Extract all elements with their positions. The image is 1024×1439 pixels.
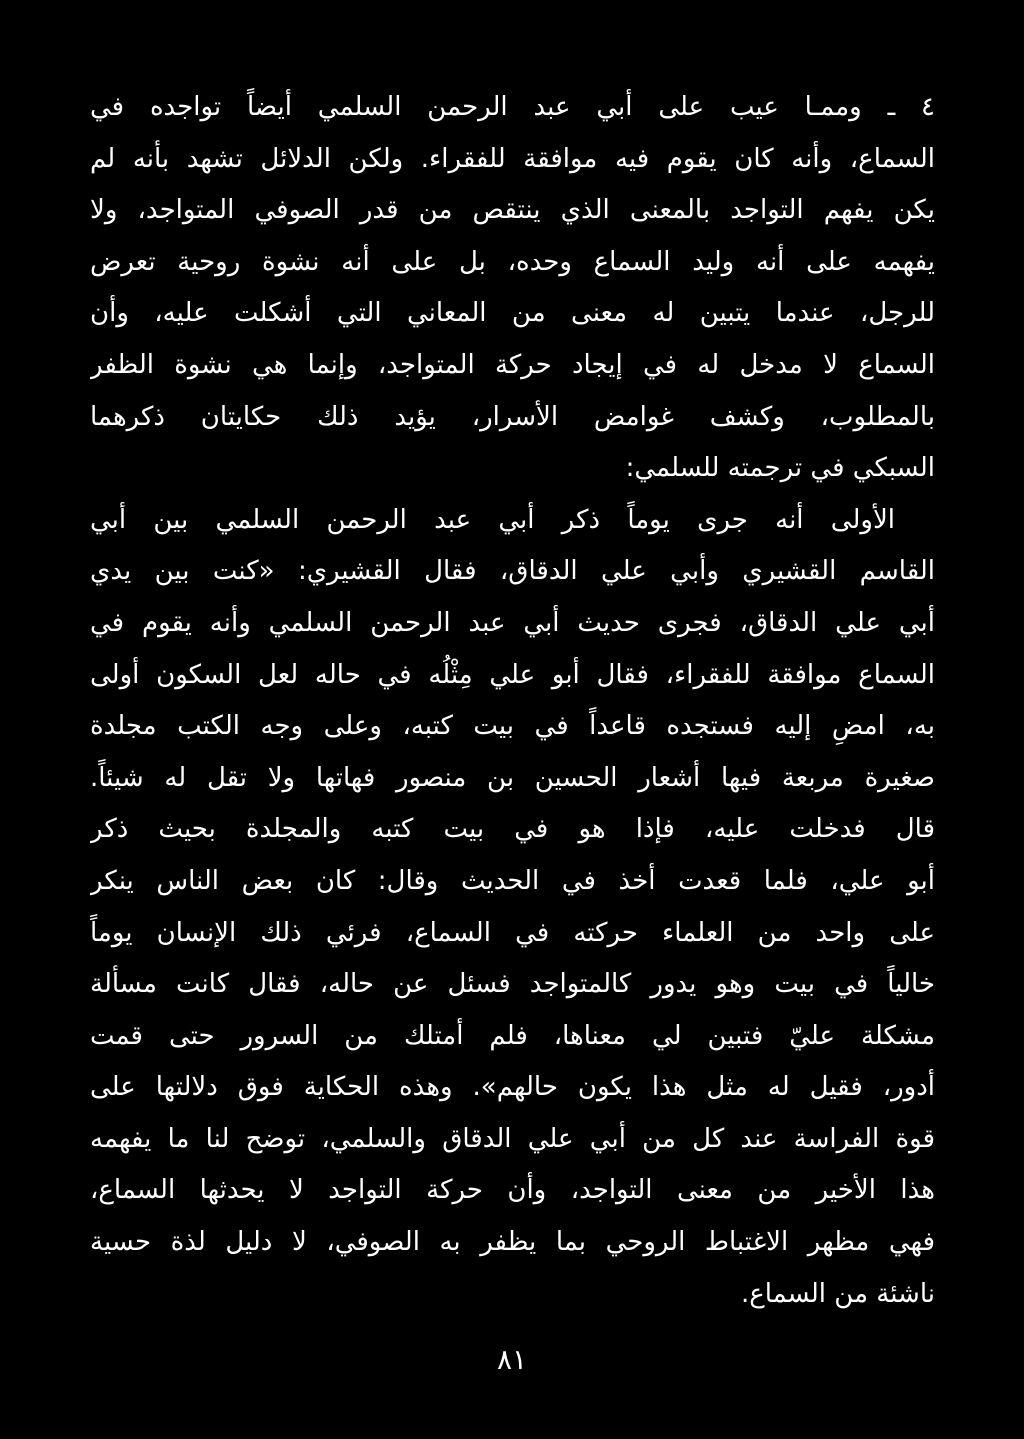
text-line: على واحد من العلماء حركته في السماع، فرئي ذلك الإنسان يوماً [90, 917, 935, 948]
text-line: يفهمه على أنه وليد السماع وحده، بل على أنه نشوة روحية تعرض [90, 246, 935, 277]
text-line: يكن يفهم التواجد بالمعنى الذي ينتقص من قدر الصوفي المتواجد، ولا [90, 195, 935, 226]
text-line: الأولى أنه جرى يوماً ذكر أبي عبد الرحمن السلمي بين أبي [90, 504, 895, 535]
text-line: أدور، فقيل له مثل هذا يكون حالهم». وهذه الحكاية فوق دلالتها على [90, 1072, 935, 1103]
text-line: مشكلة عليّ فتبين لي معناها، فلم أمتلك من السرور حتى قمت [90, 1020, 935, 1051]
text-line: القاسم القشيري وأبي علي الدقاق، فقال القشيري: «كنت بين يدي [90, 556, 935, 587]
text-line: السماع لا مدخل له في إيجاد حركة المتواجد، وإنما هي نشوة الظفر [90, 349, 935, 380]
page-number: ٨١ [496, 1343, 528, 1376]
text-line: السماع، وأنه كان يقوم فيه موافقة للفقراء. ولكن الدلائل تشهد بأنه لم [90, 143, 935, 174]
text-line: ناشئة من السماع. [740, 1278, 935, 1309]
text-line: هذا الأخير من معنى التواجد، وأن حركة التواجد لا يحدثها السماع، [90, 1175, 935, 1206]
text-line: قوة الفراسة عند كل من أبي علي الدقاق والسلمي، توضح لنا ما يفهمه [90, 1123, 935, 1154]
text-line: صغيرة مربعة فيها أشعار الحسين بن منصور فهاتها ولا تقل له شيئاً. [90, 762, 935, 793]
text-line: قال فدخلت عليه، فإذا هو في بيت كتبه والمجلدة بحيث ذكر [90, 814, 935, 845]
text-line: أبو علي، فلما قعدت أخذ في الحديث وقال: كان بعض الناس ينكر [90, 865, 935, 896]
text-line: أبي علي الدقاق، فجرى حديث أبي عبد الرحمن السلمي وأنه يقوم في [90, 607, 935, 638]
text-line: السبكي في ترجمته للسلمي: [625, 453, 935, 484]
text-line: ٤ ـ وممـا عيب علی أبي عبد الرحمن السلمي أيضاً تواجده في [90, 92, 935, 122]
text-line: بالمطلوب، وكشف غوامض الأسرار، يؤيد ذلك حكايتان ذكرهما [90, 401, 935, 432]
text-line: خالياً في بيت وهو يدور كالمتواجد فسئل عن حاله، فقال كانت مسألة [90, 969, 935, 1000]
body-text [90, 82, 935, 1320]
text-line: فهي مظهر الاغتباط الروحي بما يظفر به الصوفي، لا دليل لذة حسية [90, 1227, 935, 1258]
text-line: السماع موافقة للفقراء، فقال أبو علي مِثْلُه في حاله لعل السكون أولى [90, 659, 935, 690]
text-line: به، امضِ إليه فستجده قاعداً في بيت كتبه، وعلى وجه الكتب مجلدة [90, 711, 935, 742]
text-line: للرجل، عندما يتبين له معنی من المعاني التي أشكلت عليه، وأن [90, 298, 935, 329]
